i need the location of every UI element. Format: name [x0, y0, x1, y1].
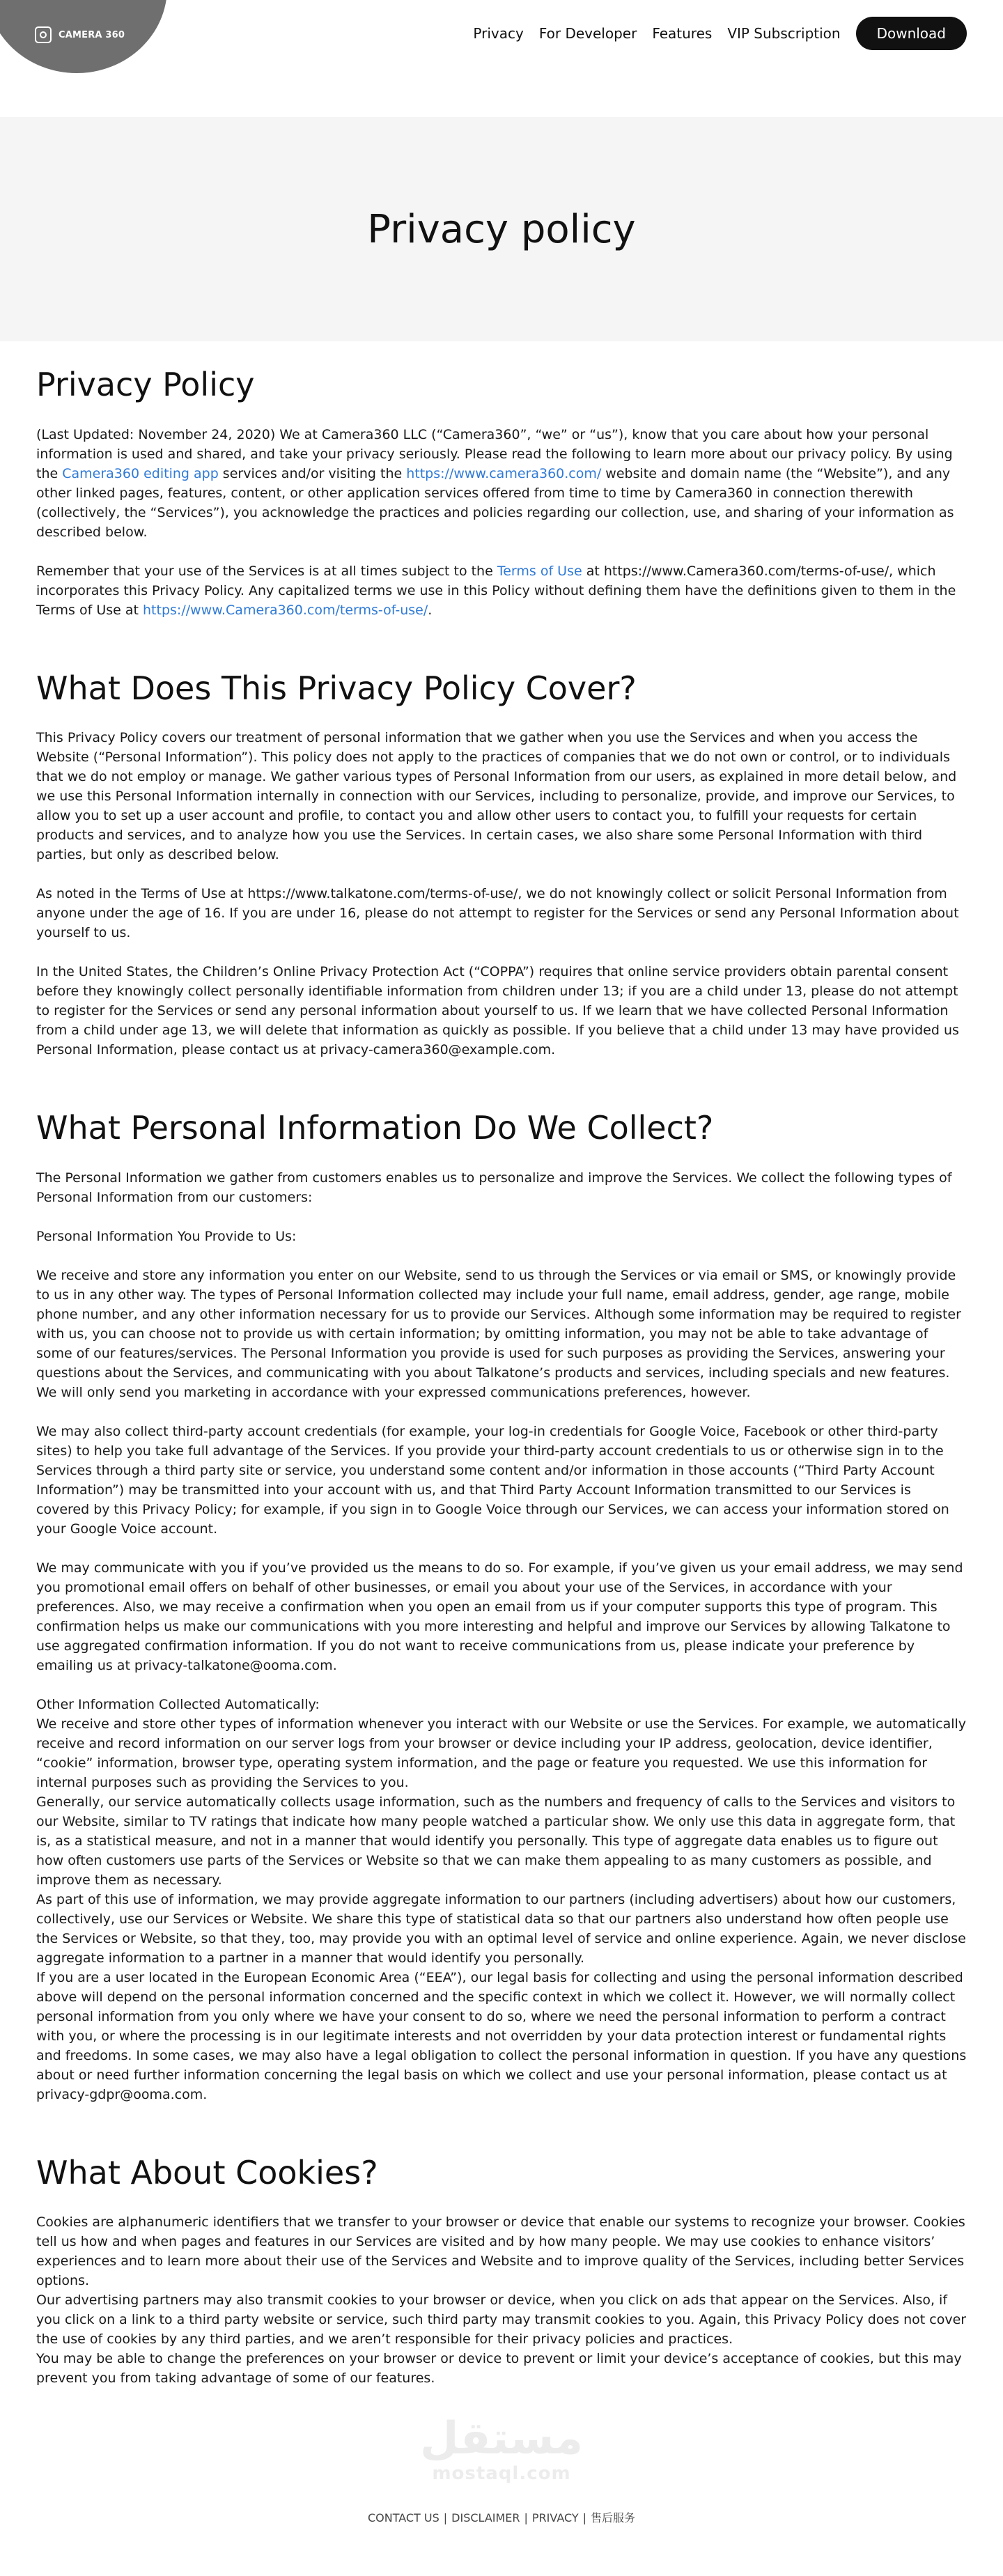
watermark-logo: [0, 2414, 1003, 2484]
hero-banner: [0, 117, 1003, 341]
paragraph: Generally, our service automatically collects usage information, such as the numbers and frequency of calls to the Services and visitors to our Website, similar to TV ratings that indicate how many people watched a particular show. We only use this data in aggregate form, that is, as a statistical measure, and not in a manner that would identify you personally. This type of aggregate data enables us to figure out how often customers use parts of the Services or Website so that we can make them appealing to as many customers as possible, and improve them as necessary.: [36, 1794, 956, 1888]
nav-vip-subscription[interactable]: VIP Subscription: [727, 25, 841, 42]
paragraph: We may also collect third-party account credentials (for example, your log-in credentials for Google Voice, Facebook or other third-party sites) to help you take full advantage of the Services. If you provide your third-party account credentials to us or otherwise sign in to the Services through a third party site or service, you understand some content and/or information in those accounts (“Third Party Account Information”) may be transmitted into your account with us, and that Third Party Account Information transmitted to our Services is covered by this Privacy Policy; for example, if you sign in to Google Voice through our Services, we can access your information stored on your Google Voice account.: [36, 1423, 949, 1537]
terms-of-use-url-link[interactable]: https://www.Camera360.com/terms-of-use/: [143, 602, 428, 618]
text: .: [428, 602, 433, 618]
section-title-cover: What Does This Privacy Policy Cover?: [36, 669, 637, 707]
terms-of-use-link[interactable]: Terms of Use: [497, 563, 582, 579]
section-title-privacy-policy: Privacy Policy: [36, 366, 255, 403]
section-title-cookies: What About Cookies?: [36, 2153, 378, 2191]
paragraph: As part of this use of information, we may provide aggregate information to our partners (including advertisers) about how our customers, collectively, use our Services or Website. We share this type of statistical data so that our partners also understand how often people use the Services or Website, so that they, too, may provide you with an optimal level of service and online experience. Again, we never disclose aggregate information to a partner in a manner that would identify you personally.: [36, 1891, 966, 1966]
text: at https://www.Camera360.com/terms-of-use/, which incorporates this Privacy Policy. Any capitalized terms we use in this Policy without defining them have the definitions given to them in the Terms of Use at: [36, 563, 956, 618]
nav-privacy[interactable]: Privacy: [473, 25, 524, 42]
footer-separator: |: [443, 2511, 448, 2524]
footer-privacy-link[interactable]: PRIVACY: [531, 2511, 579, 2524]
paragraph: This Privacy Policy covers our treatment of personal information that we gather when you use the Services and when you access the Website (“Personal Information”). This policy does not apply to the practices of companies that we do not own or control, or to individuals that we do not employ or manage. We gather various types of Personal Information from our users, as explained in more detail below, and we use this Personal Information internally in connection with our Services, including to personalize, provide, and improve our Services, to allow you to set up a user account and profile, to contact you and allow other users to contact you, to fulfill your requests for certain products and services, and to analyze how you use the Services. In certain cases, we also share some Personal Information with third parties, but only as described below.: [36, 730, 957, 862]
paragraph: We may communicate with you if you’ve provided us the means to do so. For example, if you’ve given us your email address, we may send you promotional email offers on behalf of other businesses, or email you about your use of the Services, in accordance with your preferences. Also, we may receive a confirmation when you open an email from us if your computer supports this type of program. This confirmation helps us make our communications with you more interesting and helpful and improve our Services by allowing Talkatone to use aggregated confirmation information. If you do not want to receive communications from us, please indicate your preference by emailing us at privacy-talkatone@ooma.com.: [36, 1560, 963, 1673]
camera360-website-link[interactable]: https://www.camera360.com/: [406, 465, 602, 481]
paragraph: We receive and store any information you enter on our Website, send to us through the Services or via email or SMS, or knowingly provide to us in any other way. The types of Personal Information collected may include your full name, email address, gender, age range, mobile phone number, and any other information necessary for us to provide our Services. Although some information may be required to register with us, you can choose not to provide us with certain information; by omitting information, you may not be able to take advantage of some of our features/services. The Personal Information you provide is used for such purposes as providing the Services, answering your questions about the Services, and communicating with you about Talkatone’s products and services, including specials and new features. We will only send you marketing in accordance with your expressed communications preferences, however.: [36, 1267, 961, 1400]
paragraph: [36, 425, 967, 542]
logo-text: CAMERA 360: [59, 29, 125, 40]
footer-contact-us-link[interactable]: CONTACT US: [367, 2511, 440, 2524]
text: (Last Updated: November 24, 2020) We at Camera360 LLC (“Camera360”, “we” or “us”), know that you care about how your personal information is used and shared, and take your privacy seriously. Please read the following to learn more about our privacy policy. By using the: [36, 426, 953, 481]
page-title: Privacy policy: [367, 206, 636, 252]
footer-separator: |: [524, 2511, 528, 2524]
text: Remember that your use of the Services is at all times subject to the: [36, 563, 497, 579]
main-nav: [458, 17, 967, 50]
camera-icon: [35, 26, 52, 43]
logo[interactable]: [35, 26, 125, 43]
camera360-app-link[interactable]: Camera360 editing app: [62, 465, 219, 481]
text: services and/or visiting the: [218, 465, 407, 481]
download-button[interactable]: Download: [856, 17, 967, 50]
policy-content: [0, 341, 1003, 2388]
watermark-arabic-text: مستقل: [419, 2413, 584, 2465]
site-footer: [0, 2509, 1003, 2535]
paragraph: If you are a user located in the European Economic Area (“EEA”), our legal basis for collecting and using the personal information described above will depend on the personal information concerned and the specific context in which we collect it. However, we will normally collect personal information from you only where we have your consent to do so, where we need the personal information to perform a contract with you, or where the processing is in our legitimate interests and not overridden by your data protection interest or fundamental rights and freedoms. In some cases, we may also have a legal obligation to collect the personal information in question. If you have any questions about or need further information concerning the legal basis on which we collect and use your personal information, please contact us at privacy-gdpr@ooma.com.: [36, 1969, 967, 2102]
footer-disclaimer-link[interactable]: DISCLAIMER: [451, 2511, 520, 2524]
footer-after-sales-link[interactable]: 售后服务: [591, 2511, 636, 2524]
site-header: [0, 0, 1003, 117]
paragraph: As noted in the Terms of Use at https://www.talkatone.com/terms-of-use/, we do not knowingly collect or solicit Personal Information from anyone under the age of 16. If you are under 16, please do not attempt to register for the Services or send any Personal Information about yourself to us.: [36, 886, 959, 940]
paragraph: Cookies are alphanumeric identifiers that we transfer to your browser or device that enable our systems to recognize your browser. Cookies tell us how and when pages and features in our Services are visited and by how many people. We may use cookies to enhance visitors’ experiences and to learn more about their use of the Services and Website and to improve quality of the Services, including better Services options.: [36, 2214, 965, 2288]
paragraph: Personal Information You Provide to Us:: [36, 1228, 297, 1244]
paragraph: [36, 561, 967, 620]
paragraph: You may be able to change the preferences on your browser or device to prevent or limit your device’s acceptance of cookies, but this may prevent you from taking advantage of some of our features.: [36, 2351, 962, 2386]
paragraph: Our advertising partners may also transmit cookies to your browser or device, when you click on ads that appear on the Services. Also, if you click on a link to a third party website or service, such third party may transmit cookies to you. Again, this Privacy Policy does not cover the use of cookies by any third parties, and we aren’t responsible for their privacy policies and practices.: [36, 2292, 967, 2347]
nav-for-developer[interactable]: For Developer: [538, 25, 637, 42]
nav-features[interactable]: Features: [652, 25, 713, 42]
watermark-english-text: mostaql.com: [432, 2463, 571, 2484]
paragraph: Other Information Collected Automatically:: [36, 1696, 320, 1712]
text: website and domain name (the “Website”), and any other linked pages, features, content, or other application services offered from time to time by Camera360 in connection therewith (collectively, the “Services”), you acknowledge the practices and policies regarding our collection, use, and sharing of your information as described below.: [36, 465, 954, 540]
paragraph: We receive and store other types of information whenever you interact with our Website or use the Services. For example, we automatically receive and record information on our server logs from your browser or device including your IP address, geolocation, device identifier, “cookie” information, browser type, operating system information, and the page or feature you requested. We use this information for internal purposes such as providing the Services to you.: [36, 1716, 967, 1790]
footer-separator: |: [582, 2511, 587, 2524]
section-title-collect: What Personal Information Do We Collect?: [36, 1109, 714, 1147]
paragraph: In the United States, the Children’s Online Privacy Protection Act (“COPPA”) requires that online service providers obtain parental consent before they knowingly collect personally identifiable information from children under 13; if you are a child under 13, please do not attempt to register for the Services or send any personal information about yourself to us. If we learn that we have collected Personal Information from a child under age 13, we will delete that information as quickly as possible. If you believe that a child under 13 may have provided us Personal Information, please contact us at privacy-camera360@example.com.: [36, 964, 959, 1057]
paragraph: The Personal Information we gather from customers enables us to personalize and improve the Services. We collect the following types of Personal Information from our customers:: [36, 1170, 952, 1205]
